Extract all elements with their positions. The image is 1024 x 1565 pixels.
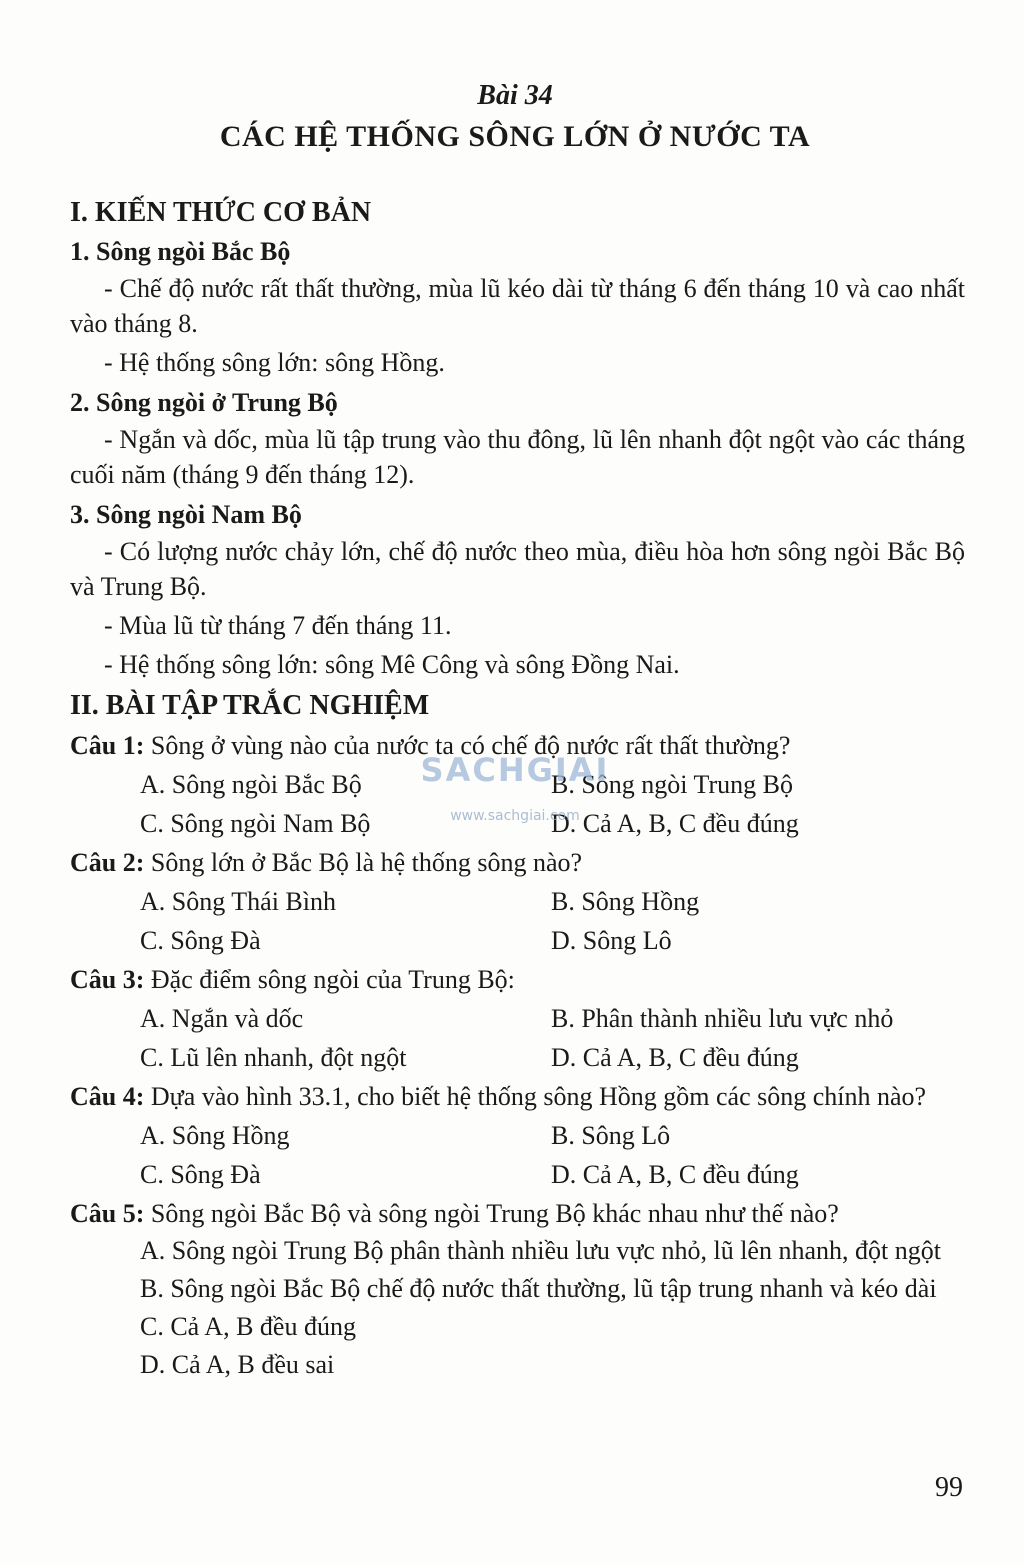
question-text: Đặc điểm sông ngòi của Trung Bộ:	[144, 965, 515, 994]
answer-options	[70, 765, 965, 843]
answer-option: C. Sông ngòi Nam Bộ	[140, 809, 371, 838]
paragraph: - Chế độ nước rất thất thường, mùa lũ kéo dài từ tháng 6 đến tháng 10 và cao nhất vào tháng 8.	[70, 274, 965, 338]
answer-option: D. Cả A, B, C đều đúng	[551, 809, 799, 838]
question-text: Sông ngòi Bắc Bộ và sông ngòi Trung Bộ khác nhau như thế nào?	[144, 1199, 839, 1228]
question	[70, 843, 965, 882]
answer-option: B. Sông ngòi Bắc Bộ chế độ nước thất thường, lũ tập trung nhanh và kéo dài	[140, 1274, 937, 1303]
answer-option: D. Cả A, B, C đều đúng	[551, 1160, 799, 1189]
answer-option: D. Cả A, B, C đều đúng	[551, 1043, 799, 1072]
answer-options	[70, 882, 965, 960]
answer-option: B. Sông Hồng	[551, 887, 700, 916]
paragraph: - Hệ thống sông lớn: sông Mê Công và sông Đồng Nai.	[104, 650, 680, 679]
paragraph: - Ngắn và dốc, mùa lũ tập trung vào thu đông, lũ lên nhanh đột ngột vào các tháng cuối năm (tháng 9 đến tháng 12).	[70, 425, 965, 489]
page-content	[70, 193, 965, 1385]
answer-option: A. Sông Hồng	[140, 1121, 290, 1150]
answer-option: C. Sông Đà	[140, 926, 261, 955]
answer-options	[70, 999, 965, 1077]
question	[70, 960, 965, 999]
question-text: Sông ở vùng nào của nước ta có chế độ nước rất thất thường?	[144, 731, 791, 760]
paragraph: - Có lượng nước chảy lớn, chế độ nước theo mùa, điều hòa hơn sông ngòi Bắc Bộ và Trung Bộ.	[70, 537, 965, 601]
answer-option: C. Cả A, B đều đúng	[140, 1312, 356, 1341]
answer-option: A. Sông Thái Bình	[140, 887, 336, 916]
page-number: 99	[935, 1472, 963, 1503]
lesson-number: Bài 34	[477, 80, 553, 111]
lesson-title: CÁC HỆ THỐNG SÔNG LỚN Ở NƯỚC TA	[219, 120, 811, 153]
question	[70, 1194, 965, 1233]
question-text: Sông lớn ở Bắc Bộ là hệ thống sông nào?	[144, 848, 583, 877]
question	[70, 1077, 965, 1116]
answer-option: A. Ngắn và dốc	[140, 1004, 304, 1033]
question-label: Câu 5:	[70, 1199, 145, 1228]
subsection-title: 3. Sông ngòi Nam Bộ	[70, 500, 302, 529]
watermark-brand: SACHGIAI	[420, 751, 610, 789]
answer-option: A. Sông ngòi Bắc Bộ	[140, 770, 362, 799]
subsection-title: 2. Sông ngòi ở Trung Bộ	[70, 388, 338, 417]
answer-option: B. Phân thành nhiều lưu vực nhỏ	[551, 1004, 894, 1033]
answer-option: C. Lũ lên nhanh, đột ngột	[140, 1043, 407, 1072]
section-heading-exercises: II. BÀI TẬP TRẮC NGHIỆM	[70, 690, 430, 721]
question	[70, 726, 965, 765]
answer-option: C. Sông Đà	[140, 1160, 261, 1189]
answer-options	[70, 1116, 965, 1194]
question-label: Câu 4:	[70, 1082, 145, 1111]
question-label: Câu 3:	[70, 965, 145, 994]
question-text: Dựa vào hình 33.1, cho biết hệ thống sông Hồng gồm các sông chính nào?	[144, 1082, 927, 1111]
watermark-url: www.sachgiai.com	[450, 808, 580, 824]
question-label: Câu 1:	[70, 731, 145, 760]
answer-option: B. Sông ngòi Trung Bộ	[551, 770, 794, 799]
answer-option: D. Sông Lô	[551, 926, 672, 955]
section-heading-knowledge: I. KIẾN THỨC CƠ BẢN	[70, 197, 372, 228]
paragraph: - Hệ thống sông lớn: sông Hồng.	[104, 348, 445, 377]
answer-options	[70, 1233, 965, 1383]
answer-option: A. Sông ngòi Trung Bộ phân thành nhiều lưu vực nhỏ, lũ lên nhanh, đột ngột	[140, 1236, 941, 1265]
subsection-title: 1. Sông ngòi Bắc Bộ	[70, 237, 291, 266]
answer-option: B. Sông Lô	[551, 1121, 671, 1150]
question-label: Câu 2:	[70, 848, 145, 877]
answer-option: D. Cả A, B đều sai	[140, 1350, 335, 1379]
paragraph: - Mùa lũ từ tháng 7 đến tháng 11.	[104, 611, 452, 640]
